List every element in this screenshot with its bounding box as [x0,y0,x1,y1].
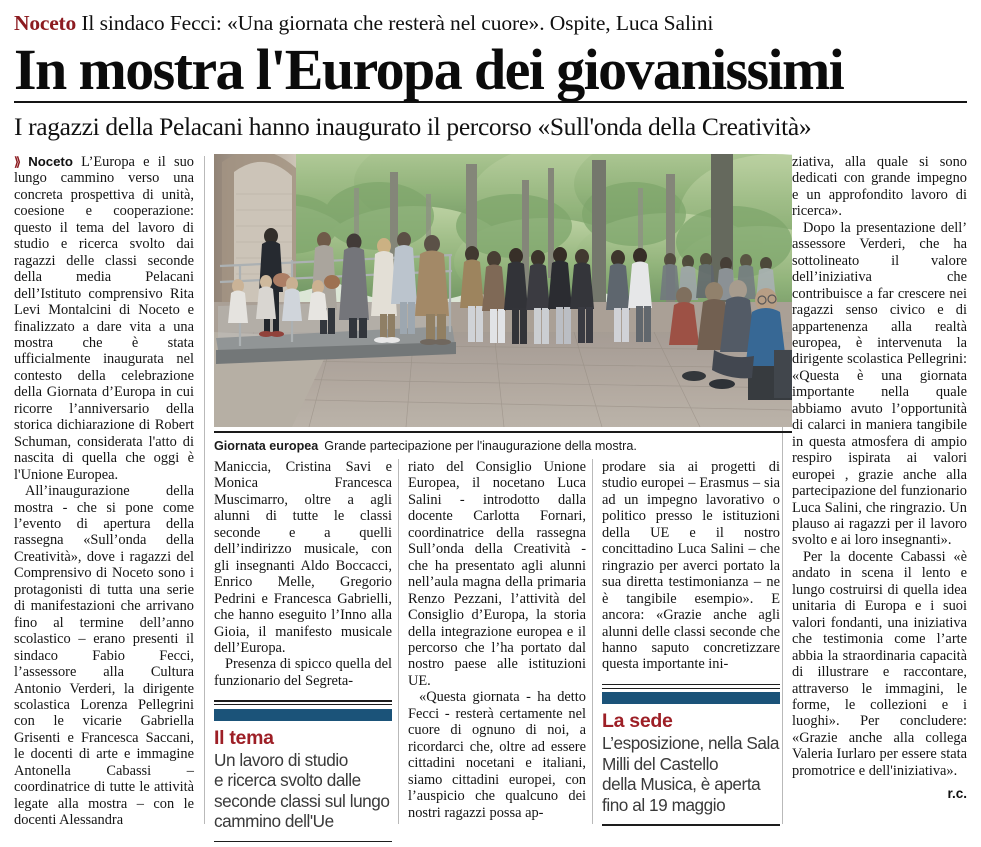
kicker-location-tag: Noceto [14,11,77,35]
infobox-blue-bar [602,692,780,704]
infobox-rule-top [214,700,392,702]
headline-container [14,37,967,103]
paragraph: Dopo la presentazione dell’ assessore Verderi, che ha sottolineato il valore dell’iniziativa che contribuisce a far crescere nei ragazzi senso civico e di appartenenza alla realtà europea, è intervenuta la dirigente scolastica Pellegrini: «Questa è una giornata importante nella quale abbiamo avuto l’opportunità di calarci in maniera tangibile in questa atmosfera di ampio respiro ispirata ai valori europei , grazie anche alla partecipazione del funzionario Luca Salini, che ringrazio. Un plauso ai ragazzi per il lavoro svolto e ai loro insegnanti». [792,219,967,549]
paragraph: «Questa giornata - ha detto Fecci - resterà certamente nel cuore di ognuno di noi, a ricordarci che, oltre ad essere cittadini nocetani e italiani, siamo cittadini europei, con l’auspicio che qualcuno dei nostri ragazzi possa ap- [408,689,586,821]
paragraph: Maniccia, Cristina Savi e Monica Francesca Muscimarro, oltre a agli alunni di tutte le classi seconde e a quelli dell’indirizzo musicale, con gli insegnanti Aldo Boccacci, Enrico Melle, Gregorio Pedrini e Francesca Gabrielli, che hanno eseguito l’Inno alla Gioia, il manifesto musicale dell’Europa. [214,459,392,656]
infobox-title: La sede [602,710,673,733]
infobox-line: L’esposizione, nella Sala [602,733,779,754]
double-chevron-icon: ⟫ [14,155,20,169]
kicker-line [14,10,967,36]
sub-headline: I ragazzi della Pelacani hanno inaugurato il percorso «Sull'onda della Creatività» [14,112,812,141]
column-4-text [602,459,780,673]
infobox-rule-bottom [602,824,780,825]
paragraph: All’inaugurazione della mostra - che si pone come l’evento di apertura della rassegna «Sull’onda della Creatività», dove i ragazzi del Comprensivo di Noceto sono i protagonisti di tutta una serie di manifestazioni che arrivano fino al termine dell’anno scolastico – erano presenti il sindaco Fabio Fecci, l’assessore alla Cultura Antonio Verderi, la dirigente scolastica Lorenza Pellegrini con le vicarie Gabriella Grisenti e Francesca Saccani, le docenti di arte e immagine Antonella Cabassi – coordinatrice di tutte le attività legate alla mostra – con le docenti Alessandra [14,483,194,829]
column-rule-1 [204,156,205,824]
infobox-line: della Musica, è aperta [602,774,761,795]
infobox-line: e ricerca svolto dalle [214,770,361,791]
infobox-body [214,750,392,832]
photo-caption [214,433,792,454]
column-3-text [408,459,586,821]
caption-text: Grande partecipazione per l'inaugurazione della mostra. [324,438,637,453]
infobox-rule-bottom [214,841,392,842]
infobox-line: seconde classi sul lungo [214,790,390,811]
infobox-la-sede [602,684,780,826]
lead-location-tag: Noceto [28,154,73,169]
infobox-line: Un lavoro di studio [214,749,348,770]
text-column-2 [214,459,392,842]
infobox-line: Milli del Castello [602,753,719,774]
kicker-subtitle: Il sindaco Fecci: «Una giornata che resterà nel cuore». Ospite, Luca Salini [81,11,714,35]
infobox-line: fino al 19 maggio [602,794,726,815]
infobox-rule-top [602,684,780,686]
paragraph: Per la docente Cabassi «è andato in scena il lento e lungo costruirsi di quella idea unitaria di Europa e i suoi valori fondanti, una iniziativa che testimonia come l’arte abbia la straordinaria capacità di illustrare e raccontare, attraverso le immagini, le forme, le collezioni e i luoghi». Per concludere: «Grazie anche alla collega Valeria Iurlaro per essere stata promotrice e dell'iniziativa». [792,548,967,779]
infobox-rule-top-thin [602,688,780,689]
infobox-rule-top-thin [214,704,392,705]
text-column-1 [14,154,194,829]
article-body [14,154,967,832]
paragraph: riato del Consiglio Unione Europea, il nocetano Luca Salini - introdotto dalla docente Carlotta Fornari, coordinatrice della rassegna Sull’onda della Creatività - che ha presentato agli alunni nell’aula magna della primaria Renzo Pezzani, l’attività del Consiglio d’Europa, la storia della integrazione europea e il percorso che l’ha portato dal nostro paese alle istituzioni UE. [408,459,586,689]
photo-block [214,154,792,454]
column-rule-3 [592,459,593,824]
column-2-text [214,459,392,689]
author-initials: r.c. [947,786,967,802]
paragraph-text: L’Europa e il suo lungo cammino verso una concreta prospettiva di unità, coesione e cooperazione: questo il tema del lavoro di studio e ricerca svolto dai ragazzi delle classi seconde della media Pelacani dell’Istituto comprensivo Rita Levi Montalcini di Noceto e finalizzato a dare vita a una mostra che è stata ufficialmente inaugurata nel contesto della celebrazione della Giornata d’Europa in cui ricorre l’anniversario della storica dichiarazione di Robert Schuman, considerata l'atto di nascita di quella che oggi è l'Unione Europea. [14,154,194,483]
caption-lead: Giornata europea [214,438,319,453]
infobox-body [602,733,780,815]
paragraph: prodare sia ai progetti di studio europei – Erasmus – sia ad un impegno lavorativo o politico presso le istituzioni della UE e il nostro concittadino Luca Salini – che ringrazio per averci portato la sua diretta testimonianza – ne è tangibile esempio». E ancora: «Grazie anche agli alunni delle classi seconde che hanno saputo concretizzare questa importante ini- [602,459,780,673]
page-title: In mostra l'Europa dei giovanissimi [14,37,844,102]
text-column-4 [602,459,780,826]
column-rule-2 [398,459,399,824]
paragraph: ziativa, alla quale si sono dedicati con grande impegno e un approfondito lavoro di ricerca». [792,154,967,220]
text-column-5 [792,154,967,801]
infobox-il-tema [214,700,392,842]
infobox-title: Il tema [214,726,274,749]
infobox-blue-bar [214,709,392,721]
masthead [0,0,981,142]
paragraph: Presenza di spicco quella del funzionario del Segreta- [214,656,392,689]
column-1-text [14,154,194,829]
text-column-3 [408,459,586,821]
column-5-text [792,154,967,779]
infobox-line: cammino dell'Ue [214,811,334,832]
outdoor-ceremony-photo [214,154,792,427]
paragraph [14,154,194,483]
